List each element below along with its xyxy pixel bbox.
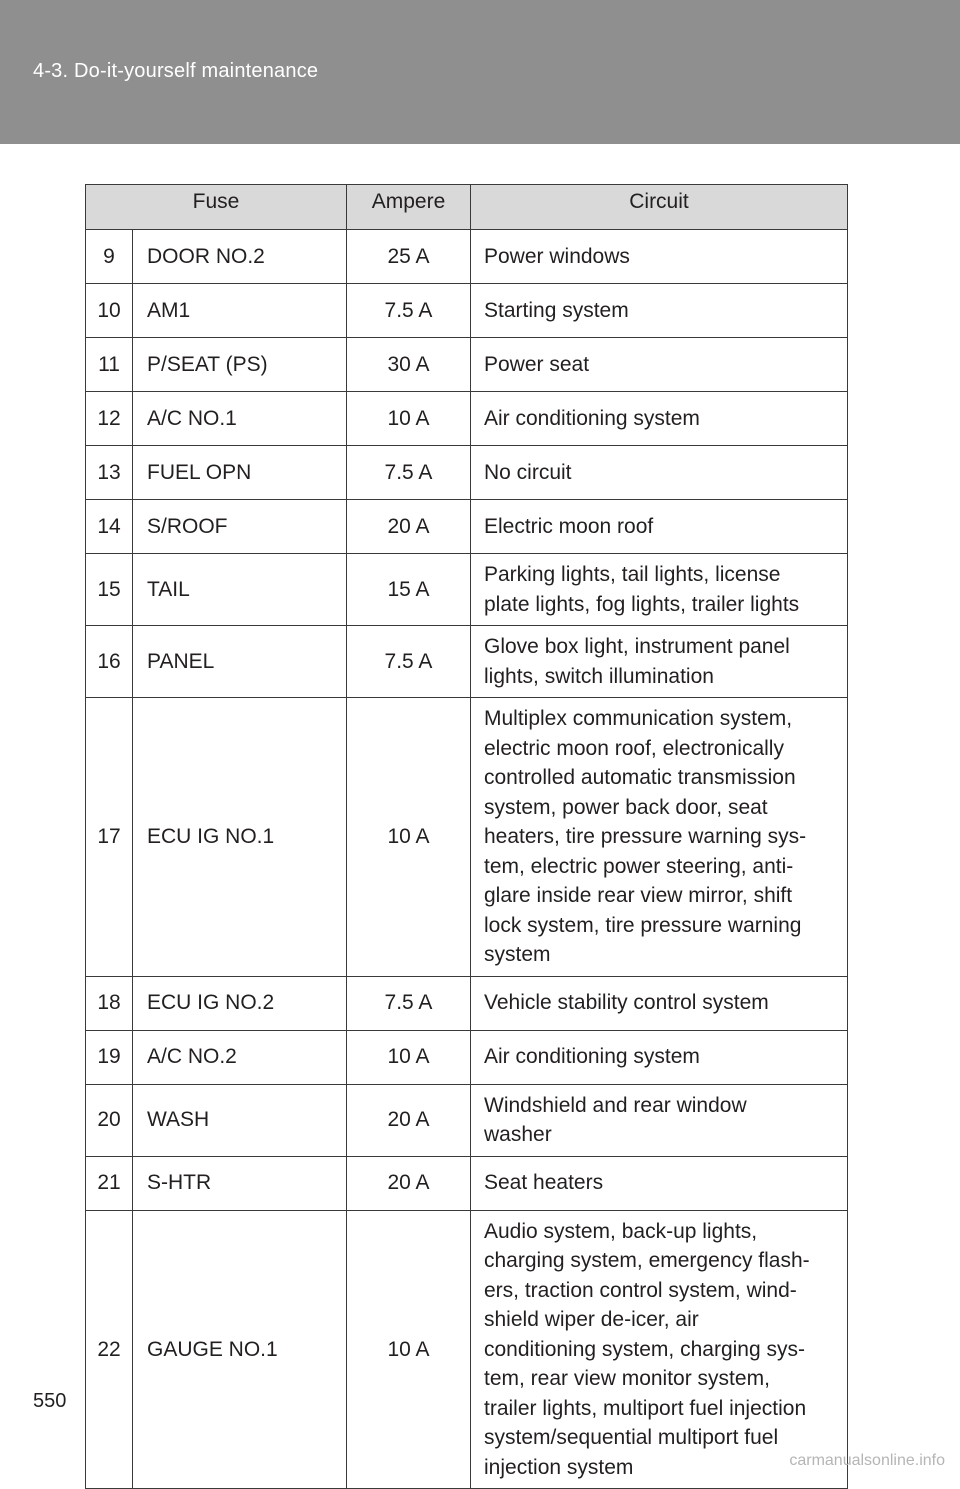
fuse-circuit (471, 626, 848, 698)
fuse-ampere: 10 A (347, 392, 471, 446)
fuse-circuit (471, 284, 848, 338)
circuit-line: system (484, 943, 551, 966)
fuse-name: AM1 (133, 284, 347, 338)
circuit-line: controlled automatic transmission (484, 766, 796, 789)
fuse-circuit (471, 1210, 848, 1489)
circuit-line: shield wiper de-icer, air (484, 1308, 699, 1331)
fuse-ampere: 7.5 A (347, 976, 471, 1030)
fuse-table-body (86, 230, 848, 1489)
column-header-circuit: Circuit (471, 185, 848, 230)
fuse-ampere: 10 A (347, 1210, 471, 1489)
circuit-line: system, power back door, seat (484, 795, 768, 819)
fuse-circuit (471, 392, 848, 446)
circuit-line: Air conditioning system (484, 406, 700, 430)
circuit-line: No circuit (484, 460, 572, 484)
circuit-line: glare inside rear view mirror, shift (484, 884, 793, 907)
fuse-number: 11 (86, 338, 133, 392)
fuse-name: WASH (133, 1084, 347, 1156)
fuse-ampere: 25 A (347, 230, 471, 284)
circuit-line: plate lights, fog lights, trailer lights (484, 592, 800, 616)
circuit-line: system/sequential multiport fuel (484, 1426, 779, 1449)
fuse-number: 21 (86, 1156, 133, 1210)
table-row (86, 554, 848, 626)
circuit-line: Power seat (484, 352, 590, 376)
fuse-name: DOOR NO.2 (133, 230, 347, 284)
fuse-number: 10 (86, 284, 133, 338)
circuit-line: charging system, emergency flash- (484, 1249, 810, 1272)
circuit-line: Glove box light, instrument panel (484, 635, 790, 658)
column-header-fuse: Fuse (86, 185, 347, 230)
circuit-line: heaters, tire pressure warning sys- (484, 825, 807, 848)
fuse-number: 17 (86, 698, 133, 977)
circuit-line: Parking lights, tail lights, license (484, 563, 781, 586)
circuit-line: conditioning system, charging sys- (484, 1337, 805, 1361)
circuit-line: electric moon roof, electronically (484, 736, 784, 760)
table-row (86, 698, 848, 977)
table-row (86, 230, 848, 284)
page-header (0, 0, 960, 144)
table-header-row (86, 185, 848, 230)
circuit-line: Windshield and rear window (484, 1093, 747, 1117)
fuse-circuit (471, 446, 848, 500)
fuse-ampere: 30 A (347, 338, 471, 392)
fuse-number: 15 (86, 554, 133, 626)
fuse-number: 14 (86, 500, 133, 554)
circuit-line: washer (484, 1123, 552, 1146)
fuse-name: S/ROOF (133, 500, 347, 554)
circuit-line: Electric moon roof (484, 514, 654, 538)
fuse-circuit (471, 338, 848, 392)
fuse-number: 13 (86, 446, 133, 500)
fuse-circuit (471, 230, 848, 284)
fuse-circuit (471, 1030, 848, 1084)
fuse-name: S-HTR (133, 1156, 347, 1210)
fuse-name: A/C NO.2 (133, 1030, 347, 1084)
fuse-number: 22 (86, 1210, 133, 1489)
fuse-ampere: 7.5 A (347, 446, 471, 500)
fuse-ampere: 20 A (347, 1084, 471, 1156)
circuit-line: Vehicle stability control system (484, 991, 769, 1015)
page-number: 550 (33, 1390, 67, 1412)
table-row (86, 446, 848, 500)
circuit-line: lights, switch illumination (484, 664, 714, 688)
table-row (86, 1156, 848, 1210)
fuse-name: FUEL OPN (133, 446, 347, 500)
circuit-line: tem, rear view monitor system, (484, 1367, 770, 1390)
column-header-ampere: Ampere (347, 185, 471, 230)
fuse-name: ECU IG NO.2 (133, 976, 347, 1030)
fuse-name: P/SEAT (PS) (133, 338, 347, 392)
circuit-line: Audio system, back-up lights, (484, 1219, 758, 1243)
fuse-circuit (471, 976, 848, 1030)
circuit-line: injection system (484, 1455, 634, 1479)
circuit-line: Multiplex communication system, (484, 707, 793, 730)
fuse-number: 16 (86, 626, 133, 698)
fuse-number: 19 (86, 1030, 133, 1084)
circuit-line: lock system, tire pressure warning (484, 913, 802, 937)
table-row (86, 284, 848, 338)
fuse-name: A/C NO.1 (133, 392, 347, 446)
table-row (86, 626, 848, 698)
fuse-ampere: 15 A (347, 554, 471, 626)
fuse-ampere: 20 A (347, 500, 471, 554)
table-row (86, 976, 848, 1030)
table-row (86, 500, 848, 554)
fuse-ampere: 7.5 A (347, 626, 471, 698)
table-row (86, 392, 848, 446)
circuit-line: tem, electric power steering, anti- (484, 854, 794, 878)
fuse-circuit (471, 698, 848, 977)
fuse-name: GAUGE NO.1 (133, 1210, 347, 1489)
circuit-line: ers, traction control system, wind- (484, 1278, 797, 1302)
watermark: carmanualsonline.info (789, 1452, 945, 1469)
fuse-ampere: 10 A (347, 698, 471, 977)
table-row (86, 1030, 848, 1084)
table-row (86, 1210, 848, 1489)
circuit-line: Starting system (484, 298, 629, 322)
fuse-circuit (471, 1084, 848, 1156)
fuse-ampere: 20 A (347, 1156, 471, 1210)
fuse-ampere: 7.5 A (347, 284, 471, 338)
table-row (86, 338, 848, 392)
circuit-line: trailer lights, multiport fuel injection (484, 1396, 807, 1420)
section-title: 4-3. Do-it-yourself maintenance (33, 60, 319, 82)
fuse-name: PANEL (133, 626, 347, 698)
circuit-line: Seat heaters (484, 1171, 604, 1195)
fuse-number: 20 (86, 1084, 133, 1156)
fuse-circuit (471, 554, 848, 626)
circuit-line: Power windows (484, 244, 630, 268)
fuse-number: 9 (86, 230, 133, 284)
fuse-name: ECU IG NO.1 (133, 698, 347, 977)
circuit-line: Air conditioning system (484, 1045, 700, 1069)
fuse-table (85, 184, 848, 1489)
fuse-ampere: 10 A (347, 1030, 471, 1084)
fuse-number: 18 (86, 976, 133, 1030)
fuse-circuit (471, 500, 848, 554)
fuse-circuit (471, 1156, 848, 1210)
fuse-number: 12 (86, 392, 133, 446)
fuse-name: TAIL (133, 554, 347, 626)
table-row (86, 1084, 848, 1156)
